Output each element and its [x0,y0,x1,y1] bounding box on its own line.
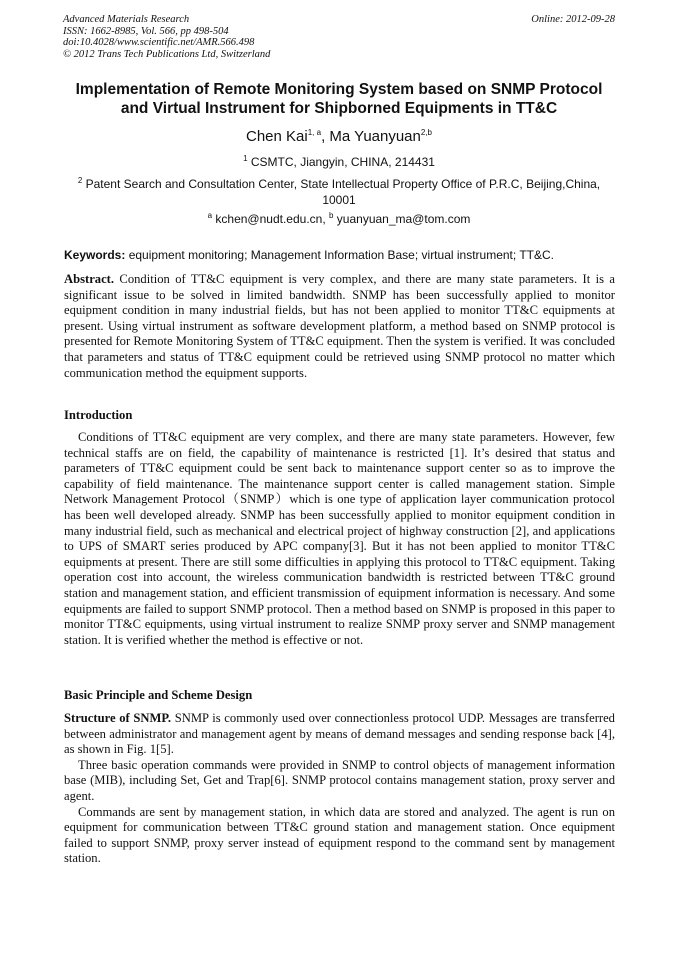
abstract [64,272,615,381]
affiliation-2 [60,177,618,208]
journal-header [63,14,615,60]
commands-paragraph: Commands are sent by management station, in which data are stored and analyzed. The agent is run on equipment for communication between TT&C ground station and management station. Once equipment failed to support SNMP, proxy server instead of equipment respond to the command sent by management station. [64,804,615,866]
affiliation-2-text: Patent Search and Consultation Center, State Intellectual Property Office of P.R.C, Beijing,China, [85,177,601,191]
abstract-label: Abstract. [64,272,115,286]
basic-principle-section [64,711,615,867]
introduction-paragraph: Conditions of TT&C equipment are very complex, and there are many state parameters. However, few technical staffs are on field, the capability of maintenance is restricted [1]. It’s desired that status and parameters of TT&C equipment could be sent back to maintenance support center so as to improve the capability of field maintenance. The maintenance support center is called management station. Simple Network Management Protocol（SNMP）which is one type of application layer communication protocol has been well developed already. SNMP has been successfully applied to monitor equipment condition in many industrial field, such as mechanical and electrical project of highway construction [2], and applications to UPS of SMART series produced by APC company[3]. But it has not been applied to monitor TT&C equipments at present. There are still some difficulties in applying this protocol to TT&C equipment. Taking operation cost into account, the wireless communication bandwidth is restricted between TT&C ground station and management station, and efficient transmission of equipment information is necessary. And some equipments are failed to support SNMP protocol. Then a method based on SNMP is proposed in this paper to monitor TT&C equipments, using virtual instrument to realize SNMP proxy server and SNMP management station. It is verified whether the method is effective or not. [64,430,615,647]
basic-principle-heading: Basic Principle and Scheme Design [64,688,253,702]
structure-paragraph [64,711,615,758]
keywords [64,248,616,263]
author-list [60,128,618,146]
paper-title [60,80,618,118]
online-date: Online: 2012-09-28 [531,14,615,25]
author-emails [60,212,618,227]
keywords-label: Keywords: [64,248,126,262]
structure-text: SNMP is commonly used over connectionless protocol UDP. Messages are transferred between administrator and management agent by means of demand messages and sending response back [4], as shown in Fig. 1[5]. [64,711,615,757]
journal-doi: doi:10.4028/www.scientific.net/AMR.566.498 [63,37,255,48]
affiliation-2-marker: 2 [77,176,83,185]
journal-copyright: © 2012 Trans Tech Publications Ltd, Switzerland [63,48,271,60]
structure-label: Structure of SNMP. [64,711,172,725]
title-line-2: and Virtual Instrument for Shipborned Equipments in TT&C [120,100,558,117]
abstract-text: Condition of TT&C equipment is very complex, and there are many state parameters. It is a significant issue to be solved in limited bandwidth. SNMP has been successfully applied to monitor equipment condition in many industrial fields, but has not been applied to monitor TT&C equipments at present. Using virtual instrument as software development platform, a method based on SNMP protocol is presented for Remote Monitoring System of TT&C equipment. Then the system is verified. It was concluded that parameters and status of TT&C equipment could be retrieved using SNMP protocol no matter which communication method the equipment supports. [64,272,615,380]
email-b-marker: b [329,211,334,220]
author-separator: , [321,128,330,145]
author-1-name: Chen Kai [246,128,308,145]
title-line-1: Implementation of Remote Monitoring System based on SNMP Protocol [75,81,603,98]
keywords-text: equipment monitoring; Management Information Base; virtual instrument; TT&C. [125,248,555,262]
affiliation-1-text: CSMTC, Jiangyin, CHINA, 214431 [250,155,435,169]
email-b: yuanyuan_ma@tom.com [336,212,471,226]
email-a: kchen@nudt.edu.cn, [215,212,329,226]
author-2-marker: 2,b [420,128,432,137]
author-1-marker: 1, a [307,128,322,137]
affiliation-1-marker: 1 [243,154,248,163]
affiliation-2-postcode: 10001 [322,192,356,207]
journal-issn: ISSN: 1662-8985, Vol. 566, pp 498-504 [63,25,229,37]
affiliation-1 [60,155,618,170]
author-2-name: Ma Yuanyuan [329,128,421,145]
introduction-heading: Introduction [64,408,133,422]
email-a-marker: a [207,211,213,220]
operation-commands-paragraph: Three basic operation commands were provided in SNMP to control objects of management information base (MIB), including Set, Get and Trap[6]. SNMP protocol contains management station, proxy server and agent. [64,757,615,803]
journal-name: Advanced Materials Research [63,14,190,25]
